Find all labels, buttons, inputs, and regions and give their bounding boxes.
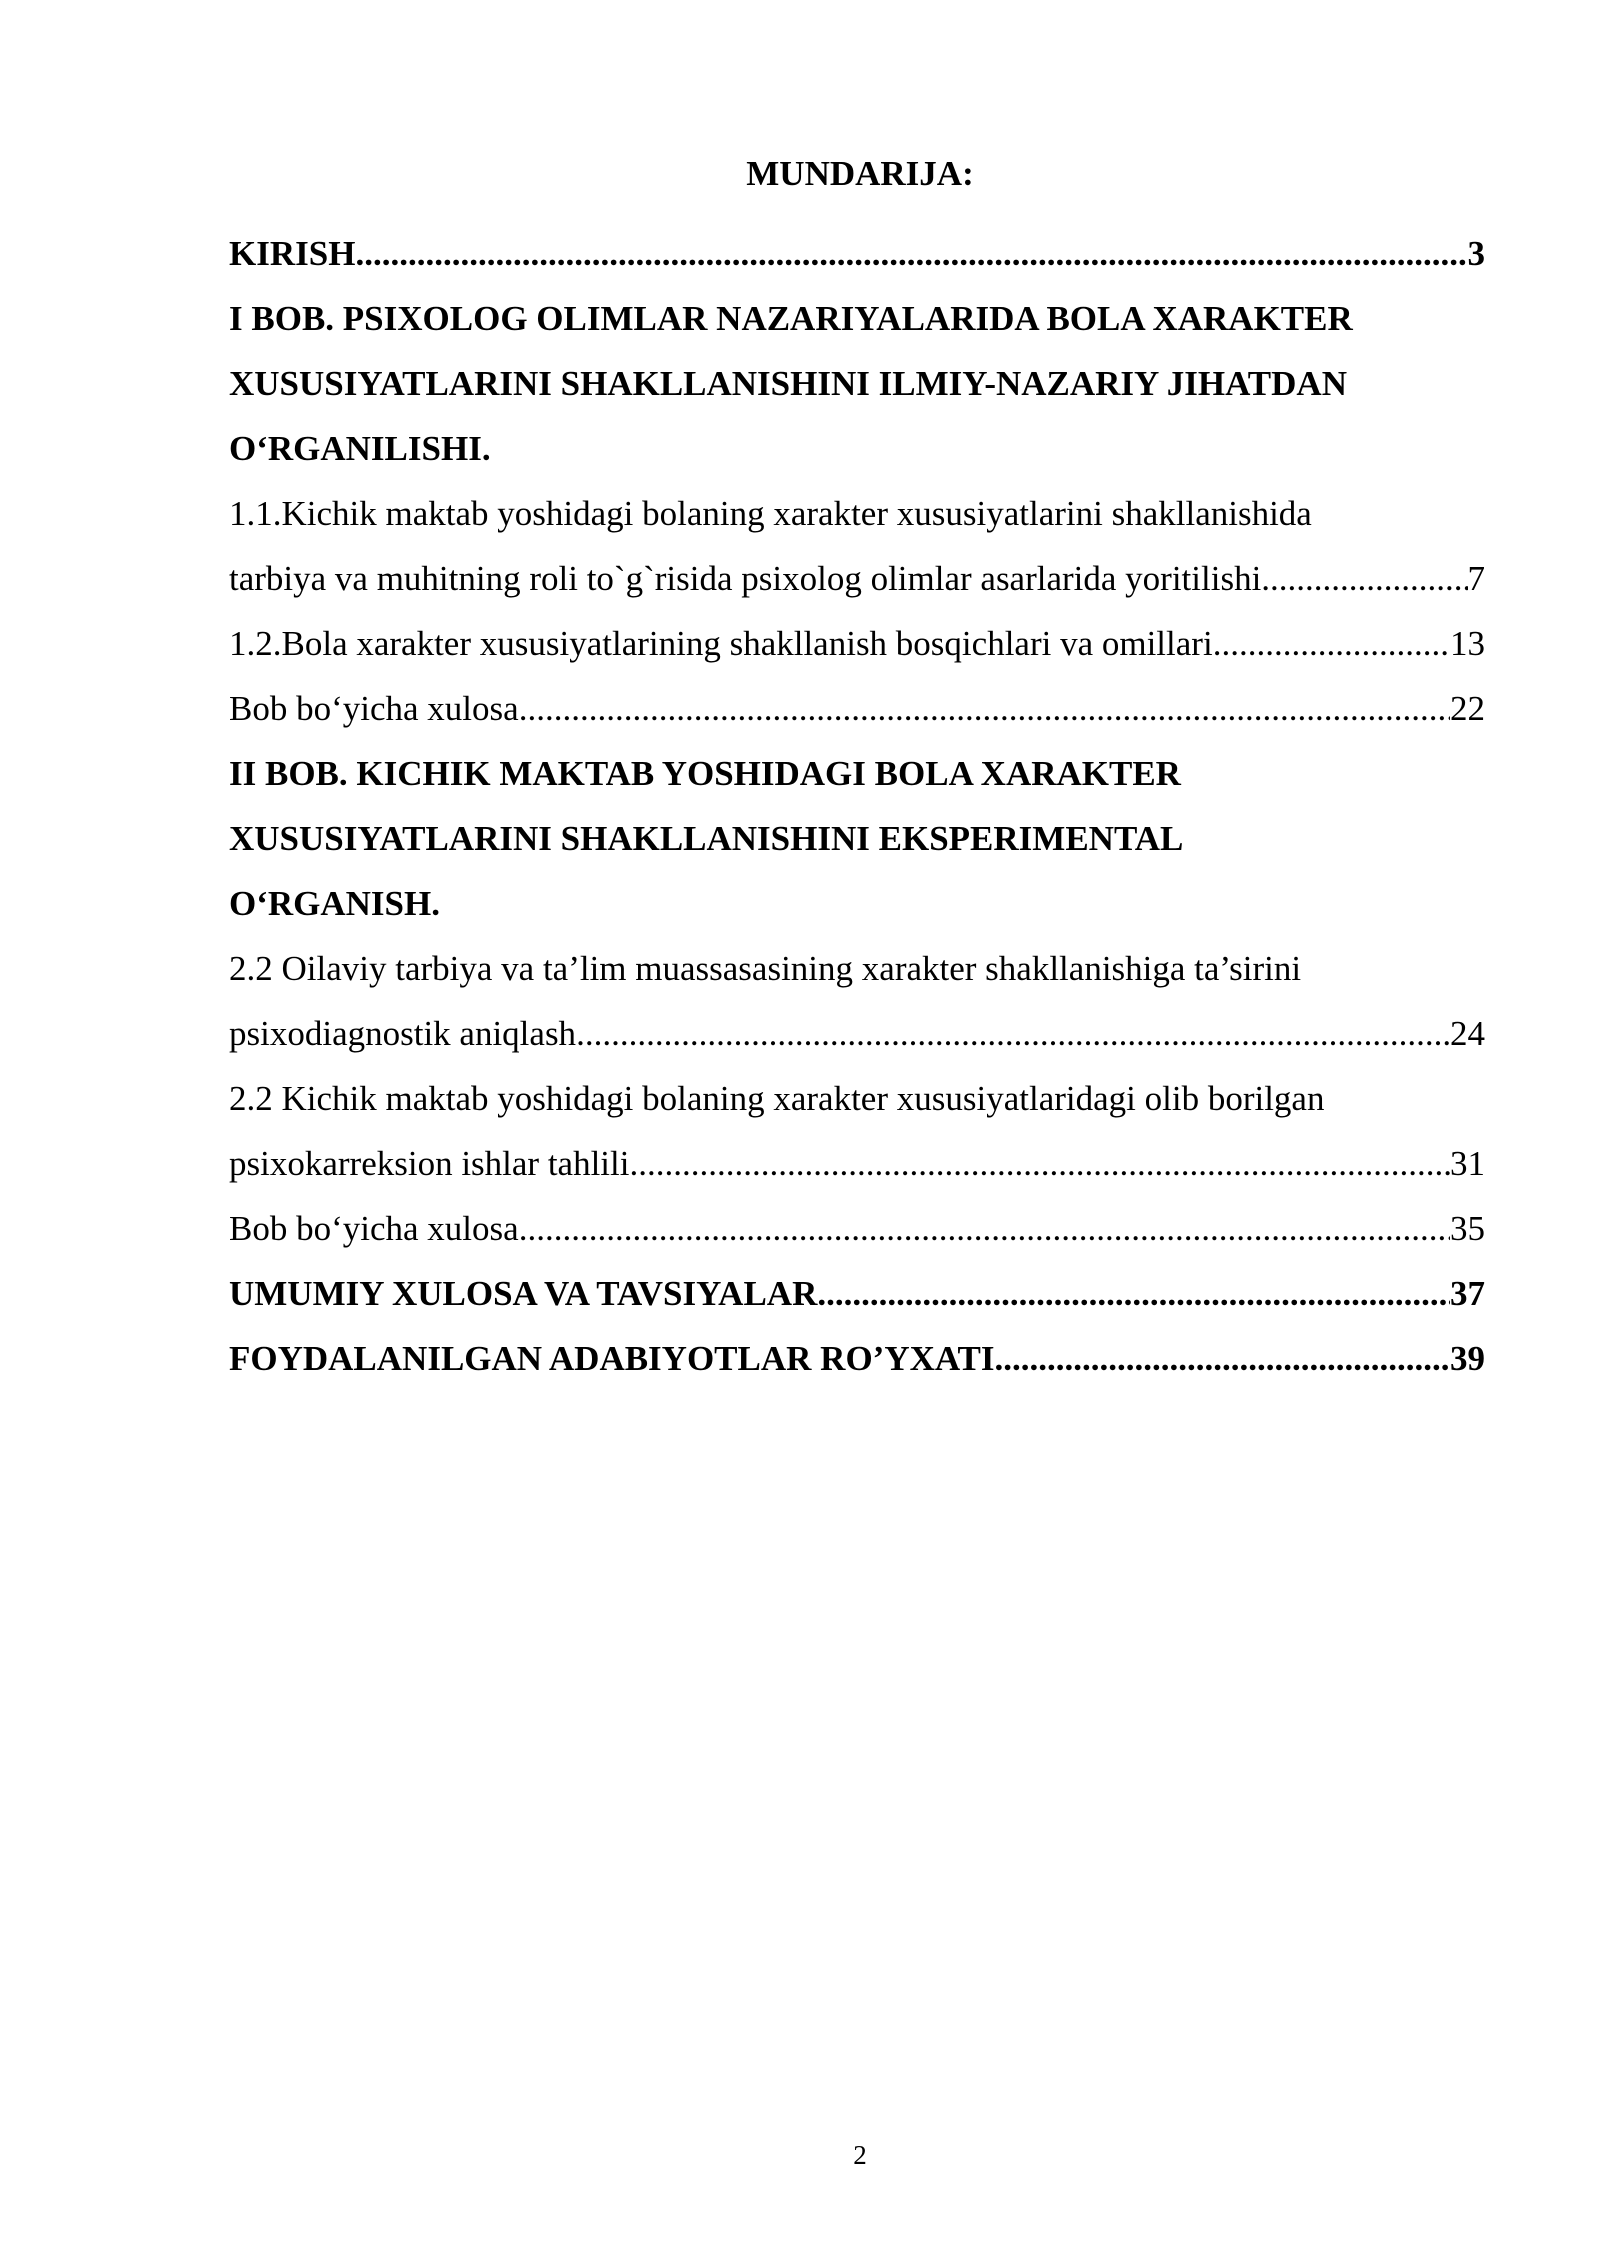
toc-section-2-2-line-1: 2.2 Kichik maktab yoshidagi bolaning xarakter xususiyatlaridagi olib borilgan [229,1079,1325,1118]
toc-title: MUNDARIJA: [746,154,974,193]
toc-entry-text: KIRISH [229,234,356,273]
toc-page-number: 39 [1450,1339,1485,1378]
table-of-contents [229,221,1485,1391]
toc-section-2-2 [229,1131,1485,1196]
toc-page-number: 24 [1450,1014,1485,1053]
page-number: 2 [853,2140,867,2170]
toc-leader-dots [1261,546,1467,611]
toc-chapter-2-conclusion [229,1196,1485,1261]
toc-leader-dots [1213,611,1450,676]
toc-page-number: 31 [1450,1144,1485,1183]
toc-entry-text: psixodiagnostik aniqlash [229,1014,577,1053]
toc-entry-text: 1.2.Bola xarakter xususiyatlarining shakllanish bosqichlari va omillari [229,624,1213,663]
toc-entry-text: UMUMIY XULOSA VA TAVSIYALAR [229,1274,818,1313]
toc-leader-dots [995,1326,1450,1391]
toc-entry-text: FOYDALANILGAN ADABIYOTLAR RO’YXATI [229,1339,995,1378]
toc-chapter-1-line-3: O‘RGANILISHI. [229,429,491,468]
toc-leader-dots [576,1001,1450,1066]
toc-page-number: 13 [1450,624,1485,663]
toc-entry-text: Bob bo‘yicha xulosa [229,1209,519,1248]
toc-entry-text: psixokarreksion ishlar tahlili [229,1144,630,1183]
toc-leader-dots [355,221,1467,286]
toc-entry-text: Bob bo‘yicha xulosa [229,689,519,728]
toc-page-number: 3 [1467,234,1485,273]
toc-chapter-1-line-2: XUSUSIYATLARINI SHAKLLANISHINI ILMIY-NAZARIY JIHATDAN [229,364,1347,403]
toc-section-1-1-line-1: 1.1.Kichik maktab yoshidagi bolaning xarakter xususiyatlarini shakllanishida [229,494,1312,533]
toc-chapter-2-line-1: II BOB. KICHIK MAKTAB YOSHIDAGI BOLA XARAKTER [229,754,1181,793]
toc-chapter-1-line-1: I BOB. PSIXOLOG OLIMLAR NAZARIYALARIDA BOLA XARAKTER [229,299,1353,338]
toc-section-2-1-line-1: 2.2 Oilaviy tarbiya va ta’lim muassasasining xarakter shakllanishiga ta’sirini [229,949,1302,988]
toc-leader-dots [519,676,1450,741]
toc-entry-kirish [229,221,1485,286]
toc-section-2-1 [229,1001,1485,1066]
toc-chapter-2-line-3: O‘RGANISH. [229,884,440,923]
toc-chapter-2-line-2: XUSUSIYATLARINI SHAKLLANISHINI EKSPERIMENTAL [229,819,1184,858]
toc-leader-dots [519,1196,1450,1261]
toc-page-number: 35 [1450,1209,1485,1248]
toc-page-number: 22 [1450,689,1485,728]
toc-entry-text: tarbiya va muhitning roli to`g`risida psixolog olimlar asarlarida yoritilishi [229,559,1262,598]
toc-section-1-2 [229,611,1485,676]
toc-general-conclusion [229,1261,1485,1326]
toc-page-number: 7 [1467,559,1485,598]
toc-leader-dots [629,1131,1450,1196]
toc-chapter-1-conclusion [229,676,1485,741]
toc-section-1-1 [229,546,1485,611]
toc-references [229,1326,1485,1391]
toc-page-number: 37 [1450,1274,1485,1313]
toc-leader-dots [817,1261,1450,1326]
